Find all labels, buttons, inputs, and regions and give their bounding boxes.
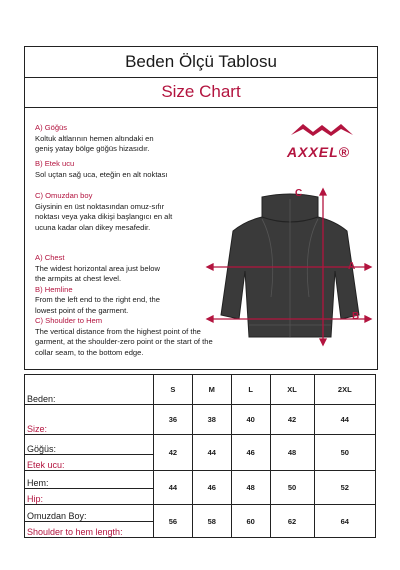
table-cell: 40	[231, 405, 270, 435]
size-col-header: XL	[270, 375, 314, 405]
desc-chest-en-heading: A) Chest	[35, 253, 65, 262]
size-table	[24, 374, 376, 538]
desc-length-tr-heading: C) Omuzdan boy	[35, 191, 93, 200]
logo-wordmark: AXXEL®	[287, 144, 350, 160]
desc-length-en-text: The vertical distance from the highest point of the garment, at the shoulder-zero point or the start of the collar seam, to the bottom edge.	[35, 326, 213, 357]
desc-en	[35, 253, 225, 358]
table-cell: 36	[154, 405, 193, 435]
table-cell: 50	[270, 471, 314, 505]
logo-mark-icon	[287, 119, 357, 139]
table-cell: 56	[154, 505, 193, 538]
table-cell: 60	[231, 505, 270, 538]
row-label: Shoulder to hem length:	[25, 522, 154, 538]
row-label: Hip:	[25, 489, 154, 505]
desc-hem-tr-text: Sol uçtan sağ uca, eteğin en alt noktası	[35, 169, 168, 179]
row-label: Göğüs:	[25, 435, 154, 455]
desc-hem-tr	[35, 159, 235, 180]
desc-hem-en-heading: B) Hemline	[35, 284, 73, 294]
desc-chest-tr-heading: A) Göğüs	[35, 123, 68, 132]
table-row	[25, 505, 376, 522]
size-col-header: M	[192, 375, 231, 405]
row-label: Hem:	[25, 471, 154, 489]
chart-frame	[24, 46, 378, 370]
row-label: Omuzdan Boy:	[25, 505, 154, 522]
desc-length-tr-text: Giysinin en üst noktasından omuz-sıfır noktası veya yaka dikişi başlangıcı en alt ucuna kadar olan dikey mesafedir.	[35, 201, 173, 232]
table-cell: 44	[314, 405, 375, 435]
row-label: Etek ucu:	[25, 455, 154, 471]
table-cell: 58	[192, 505, 231, 538]
table-cell: 44	[192, 435, 231, 471]
table-cell: 42	[154, 435, 193, 471]
table-cell: 46	[192, 471, 231, 505]
table-row	[25, 435, 376, 455]
table-cell: 62	[270, 505, 314, 538]
size-col-header: L	[231, 375, 270, 405]
page-title: Beden Ölçü Tablosu	[25, 47, 377, 78]
table-cell: 48	[270, 435, 314, 471]
desc-chest-tr-text: Koltuk altlarının hemen altındaki en geniş yatay bölge göğüs hizasıdır.	[35, 133, 154, 153]
marker-b: B	[352, 311, 360, 322]
marker-a: A	[348, 261, 356, 272]
table-cell: 46	[231, 435, 270, 471]
table-cell: 50	[314, 435, 375, 471]
page-subtitle: Size Chart	[25, 77, 377, 108]
desc-chest-tr	[35, 123, 235, 155]
table-cell: 42	[270, 405, 314, 435]
brand-logo	[287, 119, 367, 160]
table-cell: 64	[314, 505, 375, 538]
desc-length-en-heading: C) Shoulder to Hem	[35, 316, 103, 325]
desc-hem-en-text: From the left end to the right end, the lowest point of the garment.	[35, 295, 160, 315]
table-header-label: Beden:	[25, 375, 154, 405]
desc-chest-en-text: The widest horizontal area just below the armpits at chest level.	[35, 263, 160, 283]
table-cell: 48	[231, 471, 270, 505]
size-col-header: 2XL	[314, 375, 375, 405]
size-col-header: S	[154, 375, 193, 405]
desc-hem-tr-heading: B) Etek ucu	[35, 159, 75, 168]
table-cell: 44	[154, 471, 193, 505]
table-row	[25, 405, 376, 435]
table-header-row	[25, 375, 376, 405]
table-row	[25, 471, 376, 489]
table-cell: 52	[314, 471, 375, 505]
marker-c: C	[295, 188, 303, 199]
table-cell: 38	[192, 405, 231, 435]
row-label: Size:	[25, 405, 154, 435]
